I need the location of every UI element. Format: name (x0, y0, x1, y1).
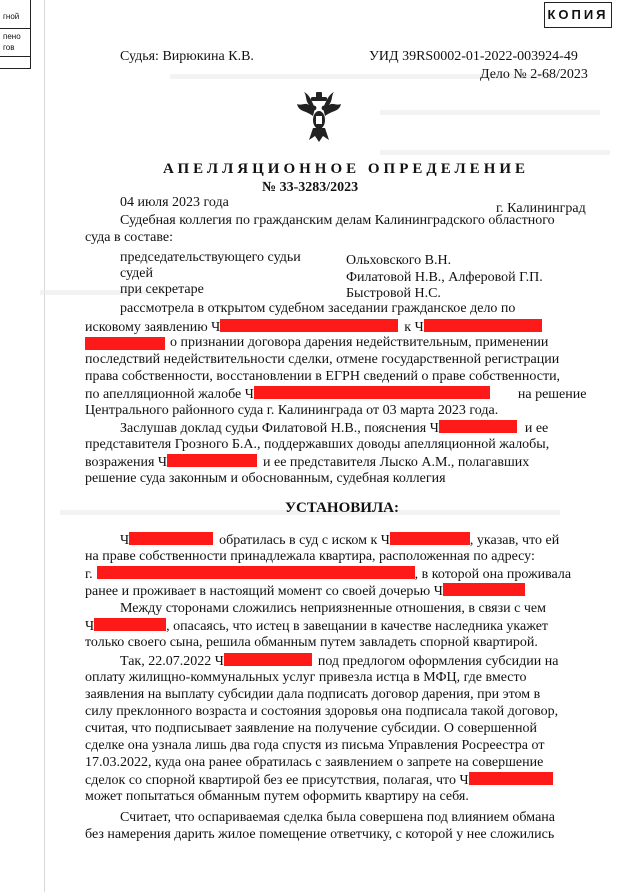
stamp-line: пено (3, 32, 21, 41)
text-line: сделке она узнала лишь два года спустя из письма Управления Росреестра от (85, 738, 545, 753)
text-fragment: г. (85, 567, 93, 582)
redaction-block (439, 420, 517, 433)
text-line: решение суда законным и обоснованным, судебная коллегия (85, 471, 446, 486)
text-fragment: ранее и проживает в настоящий момент со своей дочерью Ч (85, 584, 443, 599)
redaction-block (220, 319, 398, 332)
document-title: АПЕЛЛЯЦИОННОЕ ОПРЕДЕЛЕНИЕ (163, 161, 530, 177)
margin-line (44, 0, 45, 892)
stamp-divider (0, 56, 30, 57)
text-fragment: по апелляционной жалобе Ч (85, 387, 254, 402)
text-line: рассмотрела в открытом судебном заседании гражданское дело по (120, 301, 516, 316)
stamp-divider (0, 28, 30, 29)
text-fragment: , указав, что ей (469, 533, 560, 548)
text-fragment: исковому заявлению Ч (85, 320, 221, 335)
text-fragment: возражения Ч (85, 455, 167, 470)
redaction-block (469, 772, 553, 785)
decision-date: 04 июля 2023 года (120, 195, 229, 210)
redaction-block (85, 337, 165, 350)
presiding-name: Ольховского В.Н. (346, 253, 452, 268)
secretary-role: при секретаре (120, 282, 204, 297)
bleed-through (380, 150, 610, 155)
text-line: только своего сына, решила обманным путем завладеть спорной квартирой. (85, 635, 538, 650)
redaction-block (390, 532, 470, 545)
text-line (120, 532, 559, 549)
text-fragment: , опасаясь, что истец в завещании в качестве наследника укажет (166, 619, 549, 634)
text-line: о признании договора дарения недействительным, применении (170, 335, 549, 350)
city: г. Калининград (496, 201, 586, 216)
uid-line: УИД 39RS0002-01-2022-003924-49 (369, 49, 578, 64)
coat-of-arms-icon (295, 90, 343, 144)
text-line (85, 618, 548, 635)
redaction-block (129, 532, 213, 545)
text-fragment: Так, 22.07.2022 Ч (120, 654, 224, 669)
text-line: без намерения дарить жилое помещение ответчику, с которой у нее сложились (85, 827, 555, 842)
text-line (120, 420, 548, 437)
presiding-role: председательствующего судьи (120, 250, 301, 265)
judges-role: судей (120, 266, 153, 281)
text-line (85, 772, 553, 789)
text-fragment: обратилась в суд с иском к Ч (219, 533, 390, 548)
text-fragment: к Ч (404, 320, 424, 335)
text-line (85, 319, 542, 336)
secretary-name: Быстровой Н.С. (346, 286, 441, 301)
text-line: оплату жилищно-коммунальных услуг привезла истца в МФЦ, где вместо (85, 670, 527, 685)
text-fragment: и ее (524, 421, 549, 436)
text-line: суда в составе: (85, 230, 174, 245)
text-line: силу преклонного возраста и состояния здоровья она подписала такой договор, (85, 704, 559, 719)
text-fragment: , в которой она проживала (414, 567, 572, 582)
text-line (120, 653, 559, 670)
judges-names: Филатовой Н.В., Алферовой Г.П. (346, 270, 543, 285)
section-heading: УСТАНОВИЛА: (285, 500, 399, 516)
text-fragment: Ч (120, 533, 130, 548)
text-fragment: и ее представителя Лыско А.М., полагавших (262, 455, 530, 470)
text-line: Центрального районного суда г. Калининграда от 03 марта 2023 года. (85, 403, 499, 418)
redaction-block (224, 653, 312, 666)
text-line: последствий недействительности сделки, отмене государственной регистрации (85, 352, 560, 367)
text-line: может попытаться обманным путем оформить квартиру на себя. (85, 789, 469, 804)
text-line: на праве собственности принадлежала квартира, расположенная по адресу: (85, 549, 535, 564)
text-fragment: под предлогом оформления субсидии на (317, 654, 559, 669)
text-line (85, 583, 525, 600)
copy-stamp: КОПИЯ (544, 2, 612, 28)
redaction-block (443, 583, 525, 596)
text-line: Между сторонами сложились неприязненные отношения, в связи с чем (120, 601, 546, 616)
text-fragment: сделок со спорной квартирой без ее присутствия, полагая, что Ч (85, 773, 469, 788)
text-line: считая, что подписывает заявление на получение субсидии. О совершенной (85, 721, 537, 736)
case-number: Дело № 2-68/2023 (480, 67, 588, 82)
text-fragment: на решение (517, 387, 587, 402)
text-line (85, 386, 586, 403)
corner-stamp (0, 0, 31, 69)
text-line: представителя Грозного Б.А., поддержавших доводы апелляционной жалобы, (85, 437, 550, 452)
redaction-block (167, 454, 257, 467)
redaction-block (94, 618, 166, 631)
stamp-line: гной (3, 12, 20, 21)
document-number: № 33-3283/2023 (262, 180, 359, 195)
text-line: Судебная коллегия по гражданским делам Калининградского областного (120, 213, 555, 228)
text-line: заявления на выплату субсидии дала подписать договор дарения, при этом в (85, 687, 541, 702)
text-line: Считает, что оспариваемая сделка была совершена под влиянием обмана (120, 810, 555, 825)
stamp-line: гов (3, 43, 15, 52)
redaction-block (97, 566, 415, 579)
redaction-block (424, 319, 542, 332)
text-line (85, 454, 529, 471)
text-line: права собственности, восстановлении в ЕГРН сведений о праве собственности, (85, 369, 561, 384)
bleed-through (380, 110, 600, 115)
judge-line: Судья: Вирюкина К.В. (120, 49, 254, 64)
text-fragment: Ч (85, 619, 95, 634)
text-line: 17.03.2022, куда она ранее обратилась с заявлением о запрете на совершение (85, 755, 544, 770)
redaction-block (254, 386, 490, 399)
text-fragment: Заслушав доклад судьи Филатовой Н.В., пояснения Ч (120, 421, 439, 436)
text-line (85, 566, 571, 583)
